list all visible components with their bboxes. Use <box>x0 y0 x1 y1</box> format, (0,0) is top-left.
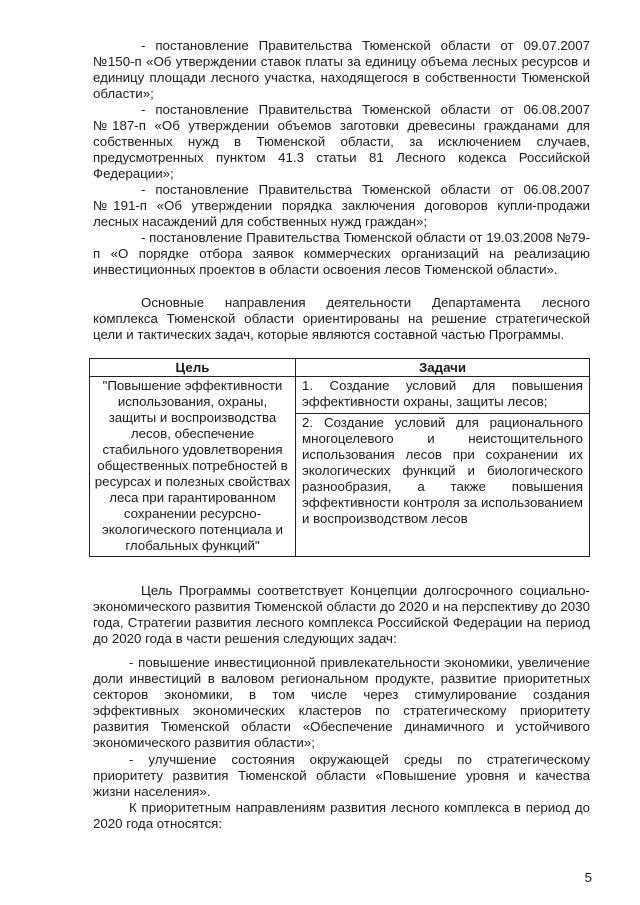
page-number: 5 <box>584 870 592 885</box>
paragraph-resolution-150: - постановление Правительства Тюменской области от 09.07.2007 №150-п «Об утверждении ставок платы за единицу объема лесных ресурсов и единицу площади лесного участка, находящегося в собственности Тюменской области»; <box>93 38 590 101</box>
task-item-2: 2. Создание условий для рационального многоцелевого и неистощительного использования лесов при сохранении их экологических функций и биологического разнообразия, а также повышения эффективности контроля за использованием и воспроизводством лесов <box>296 413 589 529</box>
paragraph-resolution-79: - постановление Правительства Тюменской области от 19.03.2008 №79-п «О порядке отбора заявок коммерческих организаций на реализацию инвестиционных проектов в области освоения лесов Тюменской области». <box>93 230 590 277</box>
header-goal: Цель <box>90 359 296 377</box>
header-tasks: Задачи <box>296 359 590 377</box>
goals-tasks-table <box>89 358 590 557</box>
goal-cell: "Повышение эффективности использования, охраны, защиты и воспроизводства лесов, обеспечение стабильного удовлетворения общественных потребностей в ресурсах и полезных свойствах леса при гарантированном сохранении ресурсно-экологического потенциала и глобальных функций" <box>90 377 296 557</box>
tasks-cell <box>296 377 590 557</box>
paragraph-priorities: К приоритетным направлениям развития лесного комплекса в период до 2020 года относятся: <box>93 800 590 831</box>
table-row <box>90 377 590 557</box>
task-item-1: 1. Создание условий для повышения эффективности охраны, защиты лесов; <box>302 378 583 409</box>
paragraph-main-directions: Основные направления деятельности Департамента лесного комплекса Тюменской области ориентированы на решение стратегической цели и тактических задач, которые являются составной частью Программы. <box>93 295 590 342</box>
paragraph-program-goal: Цель Программы соответствует Концепции долгосрочного социально-экономического развития Тюменской области до 2020 и на перспективу до 2030 года, Стратегии развития лесного комплекса Российской Федерации на период до 2020 года в части решения следующих задач: <box>93 583 590 646</box>
paragraph-investment: - повышение инвестиционной привлекательности экономики, увеличение доли инвестиций в валовом региональном продукте, развитие приоритетных секторов экономики, в том числе через стимулирование создания эффективных экономических кластеров по стратегическому приоритету развития Тюменской области «Обеспечение динамичного и устойчивого экономического развития области»; <box>93 655 590 750</box>
paragraph-resolution-187: - постановление Правительства Тюменской области от 06.08.2007 №187-п «Об утверждении объемов заготовки древесины гражданами для собственных нужд в Тюменской области, за исключением случаев, предусмотренных пунктом 41.3 статьи 81 Лесного кодекса Российской Федерации»; <box>93 102 590 181</box>
table-header-row <box>90 359 590 377</box>
paragraph-resolution-191: - постановление Правительства Тюменской области от 06.08.2007 №191-п «Об утверждении порядка заключения договоров купли-продажи лесных насаждений для собственных нужд граждан»; <box>93 182 590 229</box>
paragraph-environment: - улучшение состояния окружающей среды по стратегическому приоритету развития Тюменской области «Повышение уровня и качества жизни населения». <box>93 752 590 799</box>
